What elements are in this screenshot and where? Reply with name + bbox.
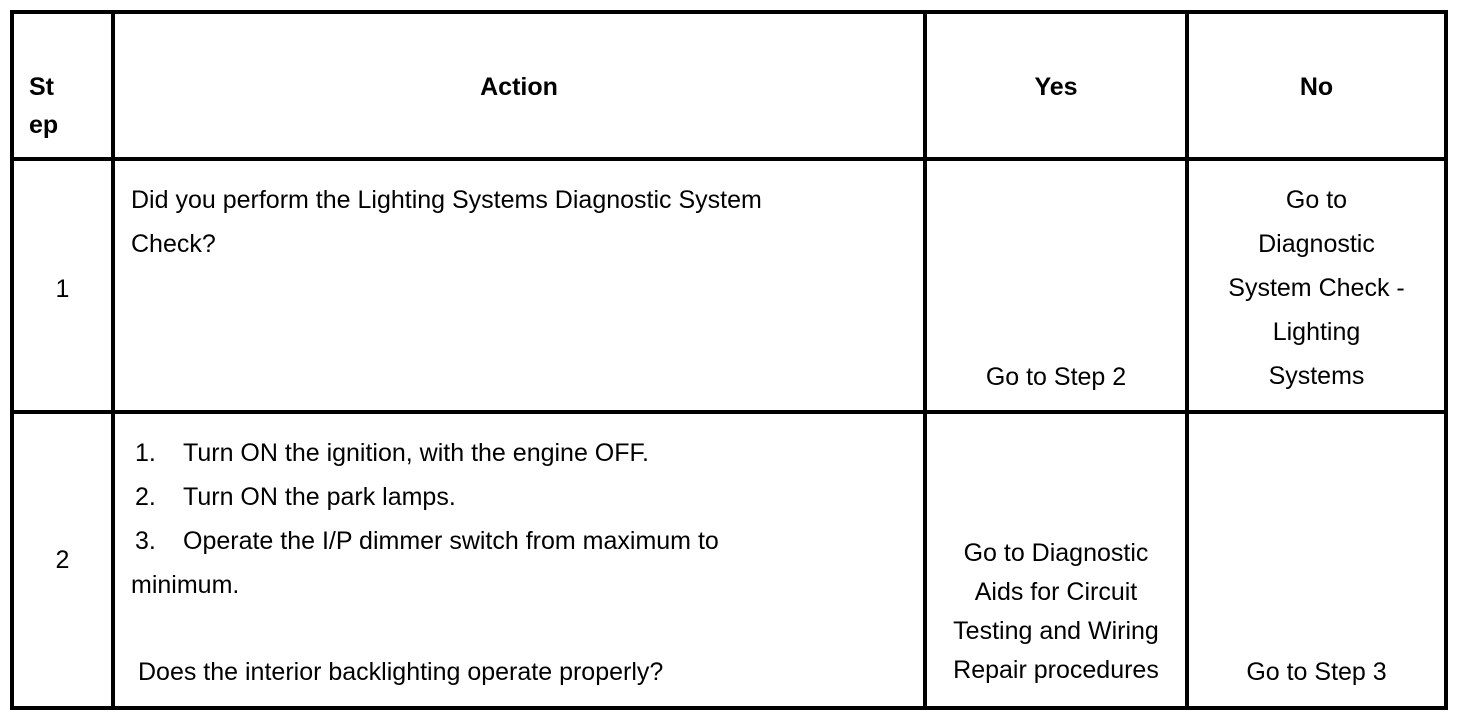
row2-yes-line: Go to Diagnostic: [963, 539, 1149, 567]
row2-question: Does the interior backlighting operate properly?: [138, 658, 664, 686]
row2-no: Go to Step 3: [1246, 658, 1387, 686]
header-step-line1: St: [29, 73, 54, 101]
row2-yes-line: Repair procedures: [953, 656, 1159, 684]
action-list-item: [131, 475, 719, 519]
list-item-number: 2.: [135, 483, 156, 511]
row2-yes-line: Aids for Circuit: [974, 578, 1138, 606]
row2-step: 2: [55, 546, 70, 574]
table-border-top: [10, 10, 1448, 14]
row1-no-line: Diagnostic: [1258, 230, 1375, 258]
table-border-left: [10, 10, 14, 710]
row-divider: [10, 410, 1448, 414]
header-step-line2: ep: [29, 111, 59, 139]
header-action: Action: [480, 73, 558, 101]
row2-action: [131, 431, 719, 607]
row1-action-line: Did you perform the Lighting Systems Diagnostic System: [131, 186, 762, 214]
list-item-number: 1.: [135, 439, 156, 467]
action-list-item: [131, 519, 719, 563]
header-no: No: [1299, 73, 1334, 101]
diagnostic-table: [10, 10, 1448, 710]
table-border-right: [1444, 10, 1448, 710]
row2-yes-line: Testing and Wiring: [953, 617, 1159, 645]
row1-no-line: Go to: [1285, 186, 1348, 214]
row1-no-line: System Check -: [1228, 274, 1405, 302]
list-item-text: Turn ON the park lamps.: [183, 483, 456, 511]
row2-yes: [927, 534, 1185, 690]
row1-step: 1: [55, 275, 70, 303]
row1-no: [1189, 178, 1444, 398]
list-item-number: 3.: [135, 527, 156, 555]
row1-action: [131, 178, 762, 266]
row1-no-line: Lighting: [1272, 318, 1361, 346]
action-list-item: [131, 431, 719, 475]
row1-no-line: Systems: [1268, 362, 1365, 390]
row1-action-line: Check?: [131, 230, 216, 258]
table-border-bottom: [10, 706, 1448, 710]
column-divider-action: [111, 10, 115, 710]
header-divider: [10, 157, 1448, 161]
header-yes: Yes: [1034, 73, 1078, 101]
list-item-text: Turn ON the ignition, with the engine OFF.: [183, 439, 649, 467]
action-continuation: minimum.: [131, 571, 240, 599]
list-item-text: Operate the I/P dimmer switch from maximum to: [183, 527, 719, 555]
header-step: [29, 68, 58, 144]
row1-yes: Go to Step 2: [985, 363, 1127, 391]
